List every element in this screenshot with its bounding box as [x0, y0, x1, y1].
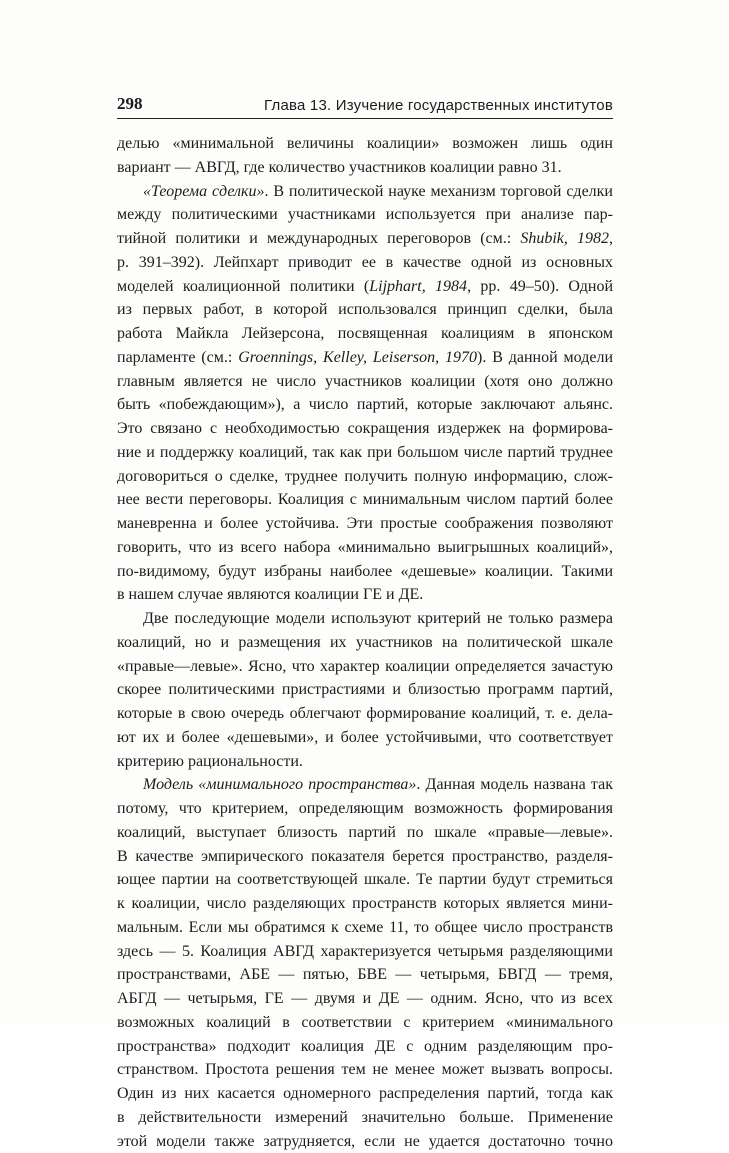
text-run: быть «побеждающим»), а число партий, которые заключают альянс.	[117, 396, 613, 413]
text-line	[117, 251, 613, 275]
text-line	[117, 488, 613, 512]
text-run: здесь — 5. Коалиция АВГД характеризуется четырьмя разделяющими	[117, 943, 613, 960]
text-run: парламенте (см.:	[117, 349, 238, 366]
text-line	[117, 750, 613, 774]
text-line	[117, 298, 613, 322]
text-run: ние и поддержку коалиций, так как при большом числе партий труднее	[117, 444, 613, 461]
text-run: АБГД — четырьмя, ГЕ — двумя и ДЕ — одним. Ясно, что из всех	[117, 990, 613, 1007]
text-run: , pp. 49–50). Одной	[467, 278, 613, 295]
text-line	[117, 346, 613, 370]
text-line	[117, 393, 613, 417]
text-run: моделей коалиционной политики (	[117, 278, 369, 295]
text-run: маневренна и более устойчива. Эти простые соображения позволяют	[117, 515, 613, 532]
text-run: говорить, что из всего набора «минимально выигрышных коалиций»,	[117, 539, 613, 556]
text-run: делью «минимальной величины коалиции» возможен лишь один	[117, 135, 613, 152]
text-line	[117, 1035, 613, 1059]
page-header	[117, 92, 613, 114]
text-line	[117, 1130, 613, 1153]
text-run: в действительности измерений значительно больше. Применение	[117, 1109, 613, 1126]
italic-text: Groennings, Kelley, Leiserson, 1970	[238, 349, 477, 366]
text-run: из первых работ, в которой использовался принцип сделки, была	[117, 301, 613, 318]
text-run: мальным. Если мы обратимся к схеме 11, то общее число пространств	[117, 919, 613, 936]
text-line	[117, 417, 613, 441]
text-line	[117, 631, 613, 655]
italic-text: Lijphart, 1984	[369, 278, 467, 295]
text-line	[117, 227, 613, 251]
text-run: потому, что критерием, определяющим возможность формирования	[117, 800, 613, 817]
text-line	[117, 773, 613, 797]
text-run: скорее политическими пристрастиями и близостью программ партий,	[117, 681, 613, 698]
text-line	[117, 1011, 613, 1035]
text-line	[117, 940, 613, 964]
text-line	[117, 845, 613, 869]
text-run: которые в свою очередь облегчают формирование коалиций, т. е. дела-	[117, 705, 613, 722]
text-run: коалиций, но и размещения их участников на политической шкале	[117, 634, 613, 651]
italic-text: «Теорема сделки»	[143, 183, 265, 200]
text-line	[117, 512, 613, 536]
text-run: договориться о сделке, труднее получить полную информацию, слож-	[117, 468, 613, 485]
text-line	[117, 821, 613, 845]
italic-text: Shubik, 1982	[520, 230, 609, 247]
text-line	[117, 560, 613, 584]
text-line	[117, 441, 613, 465]
text-line	[117, 678, 613, 702]
text-run: Две последующие модели используют критерий не только размера	[143, 610, 613, 627]
body-text	[117, 132, 613, 1153]
text-line	[117, 1082, 613, 1106]
text-line	[117, 322, 613, 346]
text-run: этой модели также затрудняется, если не удается достаточно точно	[117, 1133, 613, 1150]
text-run: . Данная модель названа так	[416, 776, 613, 793]
text-line	[117, 180, 613, 204]
text-line	[117, 275, 613, 299]
text-run: главным является не число участников коалиции (хотя оно должно	[117, 373, 613, 390]
text-run: ,	[609, 230, 613, 247]
text-run: коалиций, выступает близость партий по шкале «правые—левые».	[117, 824, 613, 841]
text-run: пространствами, АБЕ — пятью, БВЕ — четырьмя, БВГД — тремя,	[117, 966, 613, 983]
text-run: ющее партии на соответствующей шкале. Те партии будут стремиться	[117, 871, 613, 888]
text-line	[117, 156, 613, 180]
text-line	[117, 465, 613, 489]
text-line	[117, 963, 613, 987]
text-run: «правые—левые». Ясно, что характер коалиции определяется зачастую	[117, 658, 613, 675]
text-run: между политическими участниками используется при анализе пар-	[117, 206, 613, 223]
text-line	[117, 655, 613, 679]
text-run: тийной политики и международных переговоров (см.:	[117, 230, 520, 247]
text-line	[117, 1058, 613, 1082]
page-number: 298	[117, 94, 143, 114]
running-title: Глава 13. Изучение государственных институтов	[264, 97, 613, 114]
text-run: нее вести переговоры. Коалиция с минимальным числом партий более	[117, 491, 613, 508]
text-line	[117, 132, 613, 156]
text-run: критерию рациональности.	[117, 753, 303, 770]
text-line	[117, 536, 613, 560]
text-line	[117, 868, 613, 892]
text-run: возможных коалиций в соответствии с критерием «минимального	[117, 1014, 613, 1031]
text-line	[117, 607, 613, 631]
text-run: Это связано с необходимостью сокращения издержек на формирова-	[117, 420, 613, 437]
text-run: к коалиции, число разделяющих пространств которых является мини-	[117, 895, 613, 912]
text-run: Один из них касается одномерного распределения партий, тогда как	[117, 1085, 613, 1102]
text-run: p. 391–392). Лейпхарт приводит ее в качестве одной из основных	[117, 254, 613, 271]
text-run: по-видимому, будут избраны наиболее «дешевые» коалиции. Такими	[117, 563, 613, 580]
text-run: В качестве эмпирического показателя берется пространство, разделя-	[117, 848, 613, 865]
text-line	[117, 1106, 613, 1130]
text-run: в нашем случае являются коалиции ГЕ и ДЕ.	[117, 586, 423, 603]
text-line	[117, 203, 613, 227]
text-run: работа Майкла Лейзерсона, посвященная коалициям в японском	[117, 325, 613, 342]
text-run: вариант — АВГД, где количество участников коалиции равно 31.	[117, 159, 562, 176]
text-run: ют их и более «дешевыми», и более устойчивыми, что соответствует	[117, 729, 613, 746]
text-run: странством. Простота решения тем не менее может вызвать вопросы.	[117, 1061, 613, 1078]
text-line	[117, 797, 613, 821]
text-line	[117, 726, 613, 750]
text-line	[117, 916, 613, 940]
text-run: пространства» подходит коалиция ДЕ с одним разделяющим про-	[117, 1038, 613, 1055]
text-line	[117, 892, 613, 916]
header-rule	[117, 118, 613, 119]
text-line	[117, 583, 613, 607]
text-line	[117, 987, 613, 1011]
text-run: . В политической науке механизм торговой сделки	[265, 183, 613, 200]
italic-text: Модель «минимального пространства»	[143, 776, 416, 793]
text-run: ). В данной модели	[477, 349, 613, 366]
text-line	[117, 702, 613, 726]
text-line	[117, 370, 613, 394]
